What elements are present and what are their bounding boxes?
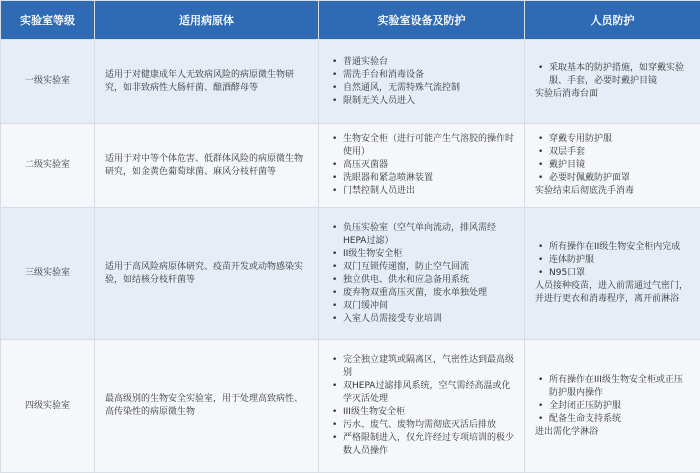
personnel-note: 人员接种疫苗，进入前需通过气密门，并进行更衣和消毒程序，离开前淋浴 <box>535 281 689 304</box>
list-item: • 连体防护服 <box>549 254 690 267</box>
list-item: • 所有操作在II级生物安全柜内完成 <box>549 241 690 254</box>
header-personnel: 人员防护 <box>525 1 700 40</box>
equipment-list <box>329 354 514 458</box>
list-item: • II级生物安全柜 <box>343 248 514 261</box>
list-item: • 双层手套 <box>549 146 690 159</box>
list-item: • 采取基本的防护措施，如穿戴实验服、手套，必要时戴护目镜 <box>549 62 690 88</box>
personnel-note: 进出需化学淋浴 <box>535 426 599 437</box>
pathogen-cell: 适用于对中等个体危害、低群体风险的病原微生物研究，如金黄色葡萄球菌、麻风分枝杆菌等 <box>95 124 319 208</box>
table-row <box>1 124 700 208</box>
level-cell: 一级实验室 <box>1 40 95 124</box>
table-row <box>1 40 700 124</box>
list-item: • 所有操作在III级生物安全柜或正压防护服内操作 <box>549 374 690 400</box>
personnel-list <box>535 374 690 426</box>
list-item: • 必要时佩戴防护面罩 <box>549 172 690 185</box>
list-item: • 入室人员需接受专业培训 <box>343 313 514 326</box>
pathogen-cell: 适用于对健康成年人无致病风险的病原微生物研究，如非致病性大肠杆菌、酿酒酵母等 <box>95 40 319 124</box>
personnel-cell <box>525 124 700 208</box>
list-item: • 穿戴专用防护服 <box>549 133 690 146</box>
list-item: • 独立供电、供水和应急备用系统 <box>343 274 514 287</box>
table-row <box>1 340 700 473</box>
list-item: • 高压灭菌器 <box>343 159 514 172</box>
list-item: • 配备生命支持系统 <box>549 413 690 426</box>
list-item: • 戴护目镜 <box>549 159 690 172</box>
list-item: • 生物安全柜（进行可能产生气溶胶的操作时使用） <box>343 133 514 159</box>
list-item: • 门禁控制人员进出 <box>343 185 514 198</box>
level-cell: 四级实验室 <box>1 340 95 473</box>
equipment-list <box>329 133 514 198</box>
personnel-note: 实验结束后彻底洗手消毒 <box>535 186 635 196</box>
list-item: • N95口罩 <box>549 267 690 280</box>
pathogen-cell: 最高级别的生物安全实验室，用于处理高致病性、高传染性的病原微生物 <box>95 340 319 473</box>
personnel-list <box>535 241 690 280</box>
list-item: • 废弃物双重高压灭菌，废水单独处理 <box>343 287 514 300</box>
header-level: 实验室等级 <box>1 1 95 40</box>
equipment-cell <box>319 124 525 208</box>
list-item: • 污水、废气、废物均需彻底灭活后排放 <box>343 419 514 432</box>
list-item: • 负压实验室（空气单向流动，排风需经HEPA过滤） <box>343 222 514 248</box>
equipment-cell <box>319 340 525 473</box>
level-cell: 二级实验室 <box>1 124 95 208</box>
personnel-cell <box>525 340 700 473</box>
header-row <box>1 1 700 40</box>
equipment-list <box>329 222 514 326</box>
list-item: • 全封闭正压防护服 <box>549 400 690 413</box>
list-item: • 需洗手台和消毒设备 <box>343 69 514 82</box>
header-pathogen: 适用病原体 <box>95 1 319 40</box>
equipment-cell <box>319 40 525 124</box>
list-item: • 双门缓冲间 <box>343 300 514 313</box>
list-item: • III级生物安全柜 <box>343 406 514 419</box>
list-item: • 严格限制进入，仅允许经过专项培训的极少数人员操作 <box>343 432 514 458</box>
list-item: • 完全独立建筑或隔离区，气密性达到最高级别 <box>343 354 514 380</box>
personnel-list <box>535 62 690 88</box>
personnel-note: 实验后消毒台面 <box>535 89 599 99</box>
list-item: • 自然通风，无需特殊气流控制 <box>343 82 514 95</box>
table-row <box>1 208 700 340</box>
list-item: • 双HEPA过滤排风系统，空气需经高温或化学灭活处理 <box>343 380 514 406</box>
list-item: • 限制无关人员进入 <box>343 95 514 108</box>
personnel-cell <box>525 40 700 124</box>
level-cell: 三级实验室 <box>1 208 95 340</box>
equipment-cell <box>319 208 525 340</box>
list-item: • 普通实验台 <box>343 56 514 69</box>
list-item: • 洗眼器和紧急喷淋装置 <box>343 172 514 185</box>
equipment-list <box>329 56 514 108</box>
header-equipment: 实验室设备及防护 <box>319 1 525 40</box>
list-item: • 双门互锁传递窗，防止空气回流 <box>343 261 514 274</box>
pathogen-cell: 适用于高风险病原体研究、疫苗开发或动物感染实验，如结核分枝杆菌等 <box>95 208 319 340</box>
personnel-list <box>535 133 690 185</box>
table-header <box>1 1 700 40</box>
personnel-cell <box>525 208 700 340</box>
